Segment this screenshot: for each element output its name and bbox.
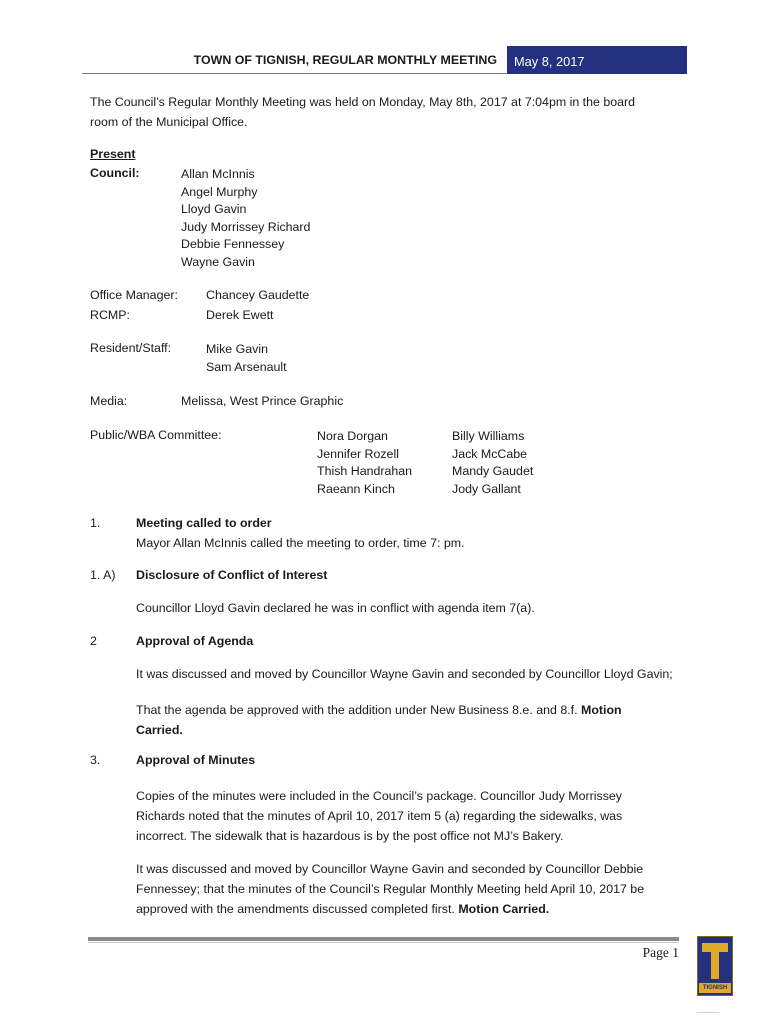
office-manager-label: Office Manager:	[90, 288, 178, 302]
item-text-agenda-approved	[136, 700, 696, 740]
public-member: Thish Handrahan	[317, 464, 413, 478]
item-title-conflict: Disclosure of Conflict of Interest	[136, 568, 328, 582]
public-member: Mandy Gaudet	[452, 464, 534, 478]
intro-line: room of the Municipal Office.	[90, 115, 248, 129]
agenda-approval-text: That the agenda be approved with the addition under New Business 8.e. and 8.f.	[136, 703, 578, 717]
rcmp-name: Derek Ewett	[206, 308, 274, 322]
public-member: Nora Dorgan	[317, 429, 388, 443]
council-members-list	[181, 166, 310, 271]
header-date-badge: May 8, 2017	[507, 46, 687, 74]
town-logo	[697, 936, 733, 996]
minutes-paragraph-2	[136, 859, 696, 919]
item-number: 3.	[90, 753, 101, 767]
footer-rule	[88, 937, 679, 941]
resident-staff-name: Mike Gavin	[206, 342, 268, 356]
council-member: Lloyd Gavin	[181, 202, 247, 216]
minutes-line: Richards noted that the minutes of April 10, 2017 item 5 (a) regarding the sidewalks, was	[136, 809, 623, 823]
document-header-title: TOWN OF TIGNISH, REGULAR MONTHLY MEETING	[193, 53, 497, 67]
council-member: Wayne Gavin	[181, 254, 255, 269]
item-number: 1. A)	[90, 568, 116, 582]
logo-text: TIGNISH	[699, 983, 731, 993]
present-heading: Present	[90, 147, 136, 161]
public-member: Jody Gallant	[452, 481, 521, 496]
page-number: Page 1	[642, 945, 679, 960]
media-name: Melissa, West Prince Graphic	[181, 394, 344, 408]
media-label: Media:	[90, 394, 128, 408]
item-title-minutes: Approval of Minutes	[136, 753, 256, 767]
council-member: Angel Murphy	[181, 184, 258, 199]
item-number: 1.	[90, 516, 101, 530]
item-text-conflict: Councillor Lloyd Gavin declared he was in conflict with agenda item 7(a).	[136, 601, 535, 615]
logo-t-stem	[711, 951, 719, 979]
minutes-line: Fennessey; that the minutes of the Council’s Regular Monthly Meeting held April 10, 2017 be	[136, 882, 645, 896]
rcmp-label: RCMP:	[90, 308, 130, 322]
minutes-line: It was discussed and moved by Councillor Wayne Gavin and seconded by Councillor Debbie	[136, 862, 644, 876]
council-member: Judy Morrissey Richard	[181, 219, 311, 234]
minutes-line: incorrect. The sidewalk that is hazardous is by the post office not MJ’s Bakery.	[136, 829, 564, 843]
resident-staff-name: Sam Arsenault	[206, 359, 287, 374]
header-rule	[82, 73, 507, 74]
public-member: Jack McCabe	[452, 446, 528, 461]
intro-line: The Council’s Regular Monthly Meeting was held on Monday, May 8th, 2017 at 7:04pm in the board	[90, 95, 636, 109]
public-member: Jennifer Rozell	[317, 446, 399, 461]
minutes-line: Copies of the minutes were included in the Council’s package. Councillor Judy Morrissey	[136, 789, 622, 803]
motion-label: Motion	[581, 703, 622, 717]
public-member: Billy Williams	[452, 429, 525, 443]
motion-carried-label: Motion Carried.	[458, 902, 550, 916]
item-text-meeting-called: Mayor Allan McInnis called the meeting to order, time 7: pm.	[136, 536, 465, 550]
minutes-line: approved with the amendments discussed completed first.	[136, 902, 455, 916]
public-committee-label: Public/WBA Committee:	[90, 428, 222, 442]
minutes-paragraph-1	[136, 786, 696, 846]
footer-rule-thin	[88, 942, 679, 943]
office-manager-name: Chancey Gaudette	[206, 288, 310, 302]
item-title-agenda: Approval of Agenda	[136, 634, 254, 648]
public-member: Raeann Kinch	[317, 481, 395, 496]
council-member: Debbie Fennessey	[181, 237, 285, 251]
item-text-agenda-moved: It was discussed and moved by Councillor Wayne Gavin and seconded by Councillor Lloyd Gavin;	[136, 667, 673, 681]
item-title-meeting-called: Meeting called to order	[136, 516, 272, 530]
intro-paragraph	[90, 92, 690, 132]
logo-underline	[697, 1012, 719, 1013]
resident-staff-label: Resident/Staff:	[90, 341, 172, 355]
council-member: Allan McInnis	[181, 167, 255, 181]
resident-staff-list	[206, 341, 287, 376]
public-committee-list-col1	[317, 428, 412, 498]
council-label: Council:	[90, 166, 140, 180]
item-number: 2	[90, 634, 97, 648]
motion-carried-label: Carried.	[136, 723, 183, 737]
public-committee-list-col2	[452, 428, 533, 498]
